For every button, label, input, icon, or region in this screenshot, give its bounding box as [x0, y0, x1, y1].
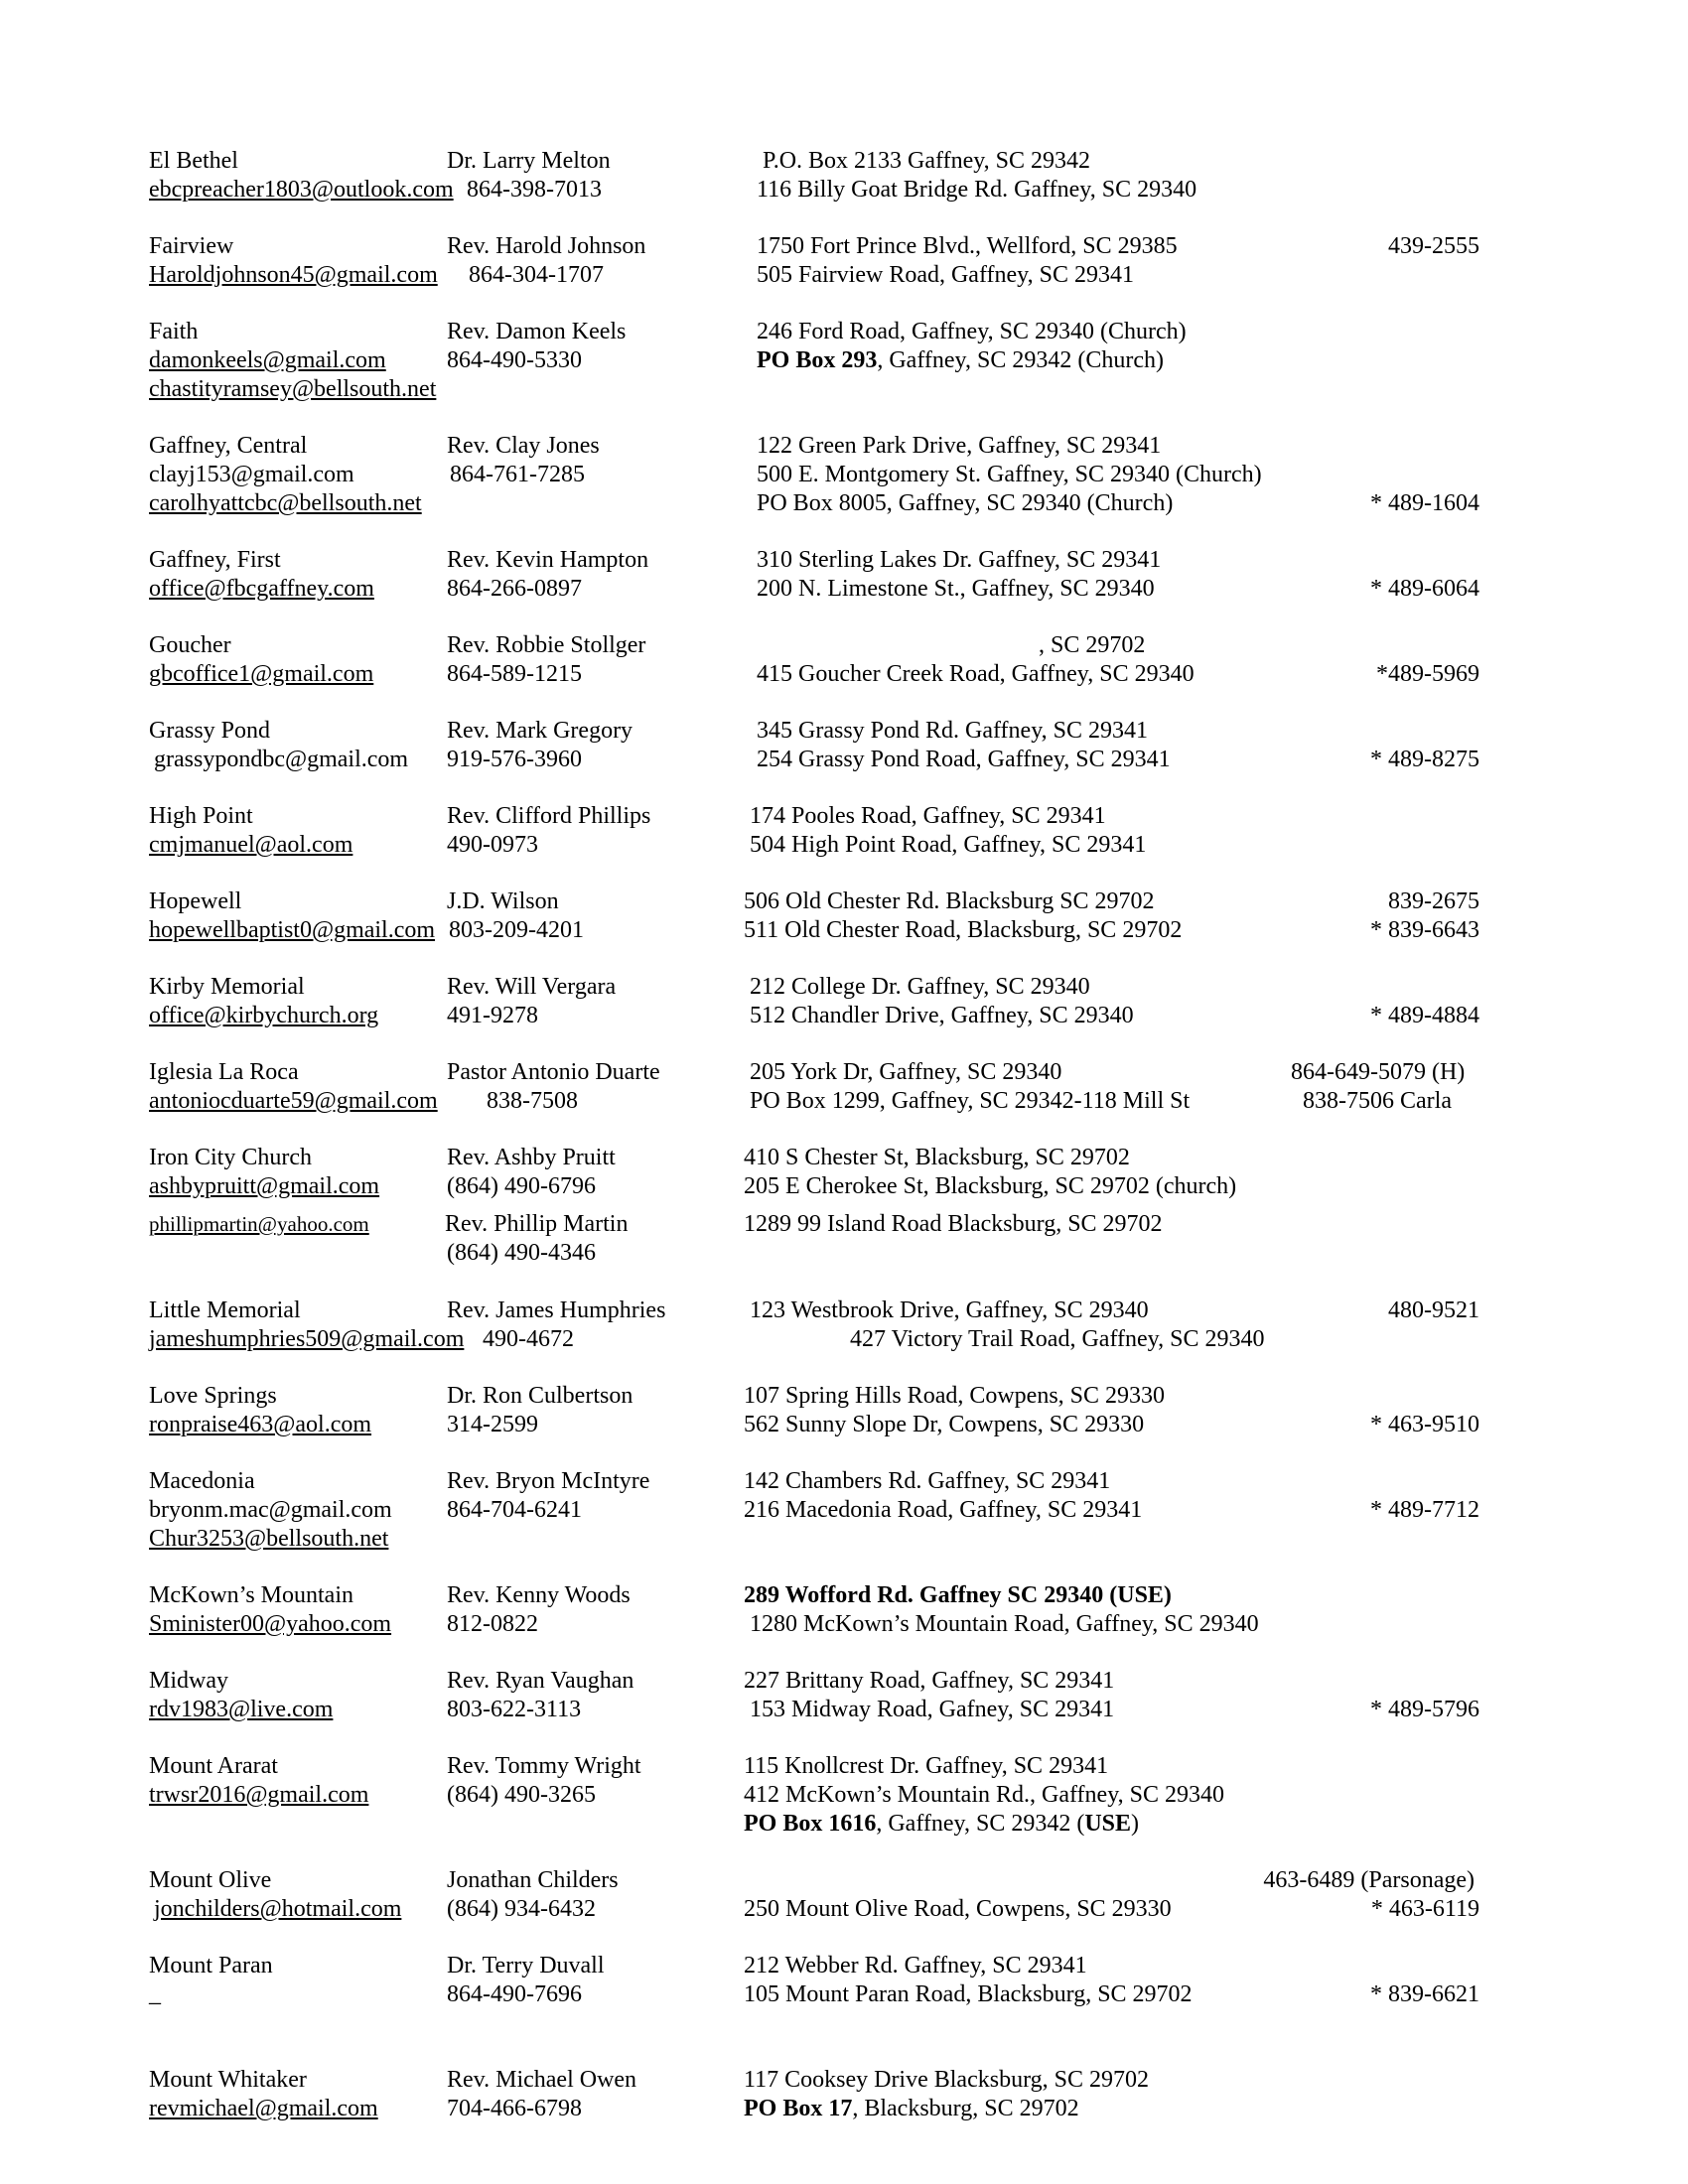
address-rest: , Blacksburg, SC 29702	[852, 2096, 1079, 2121]
parsonage-phone: 463-6489 (Parsonage)	[1263, 1867, 1475, 1893]
entry-iron-city-church	[0, 1144, 1688, 1268]
pastor-name: Rev. Bryon McIntyre	[447, 1468, 650, 1494]
address-end: )	[1131, 1811, 1140, 1837]
church-name: High Point	[149, 803, 253, 829]
address-line-2	[757, 346, 1164, 375]
church-name: Macedonia	[149, 1468, 255, 1494]
address-line-2: 500 E. Montgomery St. Gaffney, SC 29340 (Church)	[757, 462, 1262, 487]
entry-faith	[0, 318, 1688, 404]
email-link[interactable]: antoniocduarte59@gmail.com	[149, 1088, 438, 1114]
po-box: PO Box 17	[744, 2096, 853, 2121]
email-link-secondary[interactable]: carolhyattcbc@bellsouth.net	[149, 490, 422, 516]
address-line-1: , SC 29702	[1039, 632, 1146, 658]
email-link[interactable]: cmjmanuel@aol.com	[149, 832, 353, 858]
pastor-phone: 864-266-0897	[447, 576, 582, 602]
email-link[interactable]: damonkeels@gmail.com	[149, 347, 386, 373]
pastor-phone: 838-7508	[487, 1088, 578, 1114]
pastor-phone: 314-2599	[447, 1412, 538, 1437]
email-link[interactable]: ronpraise463@aol.com	[149, 1412, 372, 1437]
pastor-name: Pastor Antonio Duarte	[447, 1059, 660, 1085]
address-line-2: 205 E Cherokee St, Blacksburg, SC 29702 (church)	[744, 1173, 1237, 1199]
entry-love-springs	[0, 1382, 1688, 1439]
email-text[interactable]: grassypondbc@gmail.com	[154, 747, 409, 772]
church-phone: 864-649-5079 (H)	[1291, 1059, 1466, 1085]
address-line-1: 115 Knollcrest Dr. Gaffney, SC 29341	[744, 1753, 1109, 1779]
church-name: Fairview	[149, 233, 234, 259]
address-line-3	[744, 1810, 1139, 1839]
entry-grassy-pond	[0, 717, 1688, 774]
address-line-1: 289 Wofford Rd. Gaffney SC 29340 (USE)	[744, 1582, 1172, 1608]
address-line-3: PO Box 8005, Gaffney, SC 29340 (Church)	[757, 490, 1174, 516]
church-name: Mount Whitaker	[149, 2067, 307, 2093]
address-line-2: 511 Old Chester Road, Blacksburg, SC 29702	[744, 917, 1183, 943]
email-link[interactable]: office@fbcgaffney.com	[149, 576, 374, 602]
church-phone: * 489-6064	[1370, 576, 1479, 602]
address-line-2: 200 N. Limestone St., Gaffney, SC 29340	[757, 576, 1155, 602]
email-link[interactable]: ashbypruitt@gmail.com	[149, 1173, 380, 1199]
email-link-secondary[interactable]: phillipmartin@yahoo.com	[149, 1212, 369, 1236]
pastor-phone: 491-9278	[447, 1003, 538, 1028]
entry-little-memorial	[0, 1297, 1688, 1354]
entry-gaffney-central	[0, 432, 1688, 518]
address-line-1: 174 Pooles Road, Gaffney, SC 29341	[750, 803, 1106, 829]
email-link-secondary[interactable]: Chur3253@bellsouth.net	[149, 1526, 389, 1552]
pastor-phone: (864) 934-6432	[447, 1896, 596, 1922]
address-rest: , Gaffney, SC 29342 (	[876, 1811, 1085, 1837]
pastor-phone: 803-622-3113	[447, 1697, 582, 1722]
address-line-2: 153 Midway Road, Gafney, SC 29341	[750, 1697, 1115, 1722]
church-name: Mount Ararat	[149, 1753, 278, 1779]
associate-pastor-phone: (864) 490-4346	[447, 1240, 596, 1266]
church-phone: * 489-4884	[1370, 1003, 1479, 1028]
email-link[interactable]: office@kirbychurch.org	[149, 1003, 379, 1028]
pastor-name: Rev. Clifford Phillips	[447, 803, 651, 829]
entry-mount-olive	[0, 1866, 1688, 1924]
church-name: Hopewell	[149, 888, 242, 914]
pastor-phone: 490-4672	[483, 1326, 574, 1352]
email-link[interactable]: gbcoffice1@gmail.com	[149, 661, 374, 687]
pastor-phone: 490-0973	[447, 832, 538, 858]
address-rest: , Gaffney, SC 29342 (Church)	[877, 347, 1164, 373]
address-line-2: 512 Chandler Drive, Gaffney, SC 29340	[750, 1003, 1134, 1028]
entry-goucher	[0, 631, 1688, 689]
address-line-1: 212 Webber Rd. Gaffney, SC 29341	[744, 1953, 1087, 1979]
pastor-phone: 864-761-7285	[450, 462, 585, 487]
church-phone: * 463-9510	[1370, 1412, 1479, 1437]
email-link-secondary[interactable]: chastityramsey@bellsouth.net	[149, 376, 437, 402]
church-phone: * 489-1604	[1370, 490, 1479, 516]
address-line-2: 412 McKown’s Mountain Rd., Gaffney, SC 29340	[744, 1782, 1224, 1808]
entry-mount-whitaker	[0, 2066, 1688, 2123]
email-link[interactable]: revmichael@gmail.com	[149, 2096, 378, 2121]
address-line-2: 415 Goucher Creek Road, Gaffney, SC 29340	[757, 661, 1195, 687]
pastor-phone: 812-0822	[447, 1611, 538, 1637]
pastor-name: Dr. Larry Melton	[447, 148, 611, 174]
po-box: PO Box 1616	[744, 1811, 877, 1837]
pastor-name: Dr. Ron Culbertson	[447, 1383, 633, 1409]
address-line-3: 1289 99 Island Road Blacksburg, SC 29702	[744, 1211, 1163, 1237]
email-link[interactable]: trwsr2016@gmail.com	[149, 1782, 369, 1808]
church-name: Iron City Church	[149, 1145, 312, 1170]
pastor-phone: 864-398-7013	[467, 177, 602, 203]
church-phone: *489-5969	[1376, 661, 1479, 687]
church-phone: 439-2555	[1388, 233, 1479, 259]
address-line-1: 117 Cooksey Drive Blacksburg, SC 29702	[744, 2067, 1149, 2093]
pastor-name: Jonathan Childers	[447, 1867, 619, 1893]
address-line-2: 216 Macedonia Road, Gaffney, SC 29341	[744, 1497, 1143, 1523]
church-name: Grassy Pond	[149, 718, 271, 744]
church-name: Love Springs	[149, 1383, 277, 1409]
pastor-phone: (864) 490-3265	[447, 1782, 596, 1808]
church-name: Gaffney, First	[149, 547, 281, 573]
email-link[interactable]: Sminister00@yahoo.com	[149, 1611, 392, 1637]
address-line-1: 310 Sterling Lakes Dr. Gaffney, SC 29341	[757, 547, 1162, 573]
entry-macedonia	[0, 1467, 1688, 1554]
email-text[interactable]: bryonm.mac@gmail.com	[149, 1497, 392, 1523]
use-flag: USE	[1084, 1811, 1132, 1837]
pastor-name: Rev. Harold Johnson	[447, 233, 646, 259]
address-line-2: 254 Grassy Pond Road, Gaffney, SC 29341	[757, 747, 1171, 772]
pastor-phone: 864-589-1215	[447, 661, 582, 687]
pastor-phone: 864-490-7696	[447, 1981, 582, 2007]
entry-mckowns-mountain	[0, 1581, 1688, 1639]
address-line-2: 105 Mount Paran Road, Blacksburg, SC 29702	[744, 1981, 1193, 2007]
email-link[interactable]: jameshumphries509@gmail.com	[149, 1326, 465, 1352]
church-name: Little Memorial	[149, 1297, 301, 1323]
address-line-1: P.O. Box 2133 Gaffney, SC 29342	[763, 148, 1091, 174]
pastor-name: Rev. James Humphries	[447, 1297, 666, 1323]
pastor-name: Rev. Ashby Pruitt	[447, 1145, 616, 1170]
church-name: Mount Paran	[149, 1953, 273, 1979]
email-link[interactable]: Haroldjohnson45@gmail.com	[149, 262, 438, 288]
contact-phone: 838-7506 Carla	[1303, 1088, 1452, 1114]
address-line-2	[744, 2095, 1079, 2123]
entry-mount-ararat	[0, 1752, 1688, 1839]
address-line-1: 1750 Fort Prince Blvd., Wellford, SC 29385	[757, 233, 1178, 259]
email-text[interactable]: clayj153@gmail.com	[149, 462, 354, 487]
entry-mount-paran	[0, 1952, 1688, 2009]
church-phone: * 489-7712	[1370, 1497, 1479, 1523]
pastor-phone: 864-704-6241	[447, 1497, 582, 1523]
pastor-name: Rev. Ryan Vaughan	[447, 1668, 634, 1694]
address-line-1: 227 Brittany Road, Gaffney, SC 29341	[744, 1668, 1115, 1694]
church-phone: * 489-8275	[1370, 747, 1479, 772]
email-link[interactable]: ebcpreacher1803@outlook.com	[149, 177, 454, 203]
entry-kirby-memorial	[0, 973, 1688, 1030]
address-line-2: 505 Fairview Road, Gaffney, SC 29341	[757, 262, 1134, 288]
address-line-1: 345 Grassy Pond Rd. Gaffney, SC 29341	[757, 718, 1148, 744]
entry-hopewell	[0, 887, 1688, 945]
entry-midway	[0, 1667, 1688, 1724]
pastor-name: Rev. Clay Jones	[447, 433, 600, 459]
address-line-2: PO Box 1299, Gaffney, SC 29342-118 Mill St	[750, 1088, 1191, 1114]
entry-iglesia-la-roca	[0, 1058, 1688, 1116]
address-line-1: 142 Chambers Rd. Gaffney, SC 29341	[744, 1468, 1111, 1494]
church-name: Goucher	[149, 632, 231, 658]
church-phone: * 839-6621	[1370, 1981, 1479, 2007]
address-line-1: 212 College Dr. Gaffney, SC 29340	[750, 974, 1090, 1000]
church-phone: * 489-5796	[1370, 1697, 1479, 1722]
address-line-1: 123 Westbrook Drive, Gaffney, SC 29340	[750, 1297, 1149, 1323]
pastor-name: Rev. Michael Owen	[447, 2067, 637, 2093]
address-line-2: 562 Sunny Slope Dr, Cowpens, SC 29330	[744, 1412, 1145, 1437]
pastor-phone: 864-490-5330	[447, 347, 582, 373]
pastor-name: Rev. Will Vergara	[447, 974, 617, 1000]
address-line-1: 410 S Chester St, Blacksburg, SC 29702	[744, 1145, 1130, 1170]
address-line-1: 122 Green Park Drive, Gaffney, SC 29341	[757, 433, 1162, 459]
pastor-name: Rev. Kevin Hampton	[447, 547, 649, 573]
address-line-2: 427 Victory Trail Road, Gaffney, SC 29340	[850, 1326, 1265, 1352]
church-name: Faith	[149, 319, 199, 344]
address-line-2: 504 High Point Road, Gaffney, SC 29341	[750, 832, 1147, 858]
entry-el-bethel	[0, 147, 1688, 205]
pastor-name: Dr. Terry Duvall	[447, 1953, 605, 1979]
pastor-phone: 864-304-1707	[469, 262, 604, 288]
email-link[interactable]: hopewellbaptist0@gmail.com	[149, 917, 436, 943]
entry-gaffney-first	[0, 546, 1688, 604]
pastor-phone: (864) 490-6796	[447, 1173, 596, 1199]
church-name: Gaffney, Central	[149, 433, 308, 459]
pastor-phone: 704-466-6798	[447, 2096, 582, 2121]
entry-fairview	[0, 232, 1688, 290]
church-phone: 480-9521	[1388, 1297, 1479, 1323]
pastor-phone: 803-209-4201	[449, 917, 584, 943]
church-name: El Bethel	[149, 148, 238, 174]
church-name: McKown’s Mountain	[149, 1582, 353, 1608]
pastor-name: Rev. Robbie Stollger	[447, 632, 646, 658]
pastor-name: Rev. Kenny Woods	[447, 1582, 631, 1608]
church-phone: 839-2675	[1388, 888, 1479, 914]
entry-high-point	[0, 802, 1688, 860]
email-link[interactable]: jonchilders@hotmail.com	[154, 1896, 402, 1922]
church-name: Mount Olive	[149, 1867, 272, 1893]
church-name: Iglesia La Roca	[149, 1059, 299, 1085]
pastor-name: Rev. Tommy Wright	[447, 1753, 641, 1779]
church-name: Midway	[149, 1668, 228, 1694]
church-name: Kirby Memorial	[149, 974, 305, 1000]
address-line-1: 246 Ford Road, Gaffney, SC 29340 (Church)	[757, 319, 1187, 344]
email-placeholder: _	[149, 1981, 161, 2007]
address-line-1: 205 York Dr, Gaffney, SC 29340	[750, 1059, 1062, 1085]
church-phone: * 463-6119	[1370, 1896, 1479, 1922]
associate-pastor-name: Rev. Phillip Martin	[445, 1211, 629, 1237]
pastor-name: J.D. Wilson	[447, 888, 559, 914]
address-line-2: 116 Billy Goat Bridge Rd. Gaffney, SC 29340	[757, 177, 1197, 203]
po-box: PO Box 293	[757, 347, 878, 373]
church-phone-secondary: * 839-6643	[1370, 917, 1479, 943]
pastor-name: Rev. Damon Keels	[447, 319, 627, 344]
pastor-name: Rev. Mark Gregory	[447, 718, 633, 744]
pastor-phone: 919-576-3960	[447, 747, 582, 772]
email-link[interactable]: rdv1983@live.com	[149, 1697, 334, 1722]
address-line-2: 250 Mount Olive Road, Cowpens, SC 29330	[744, 1896, 1172, 1922]
address-line-1: 506 Old Chester Rd. Blacksburg SC 29702	[744, 888, 1155, 914]
address-line-1: 107 Spring Hills Road, Cowpens, SC 29330	[744, 1383, 1166, 1409]
address-line-2: 1280 McKown’s Mountain Road, Gaffney, SC 29340	[750, 1611, 1259, 1637]
